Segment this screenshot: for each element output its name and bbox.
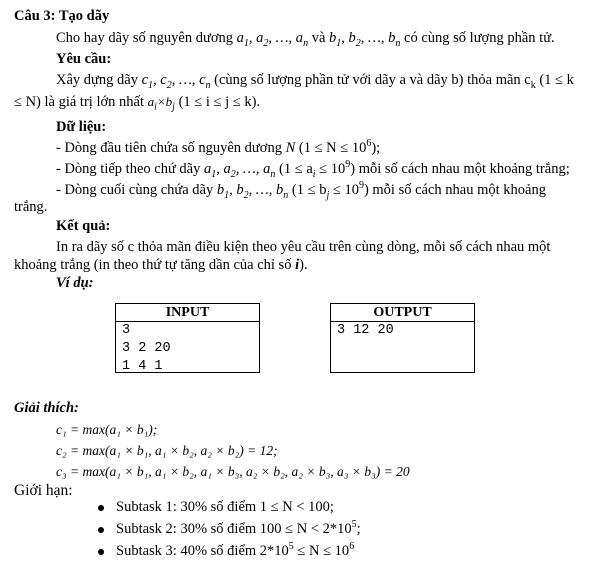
output-box-line: 3 12 20: [337, 323, 394, 338]
input-line-3: - Dòng cuối cùng chứa dãy $b_1$, $b_2$, …, $b_n$ $(1 \le b_j \le 10^9)$ mỗi số cách nhau một khoảng: [56, 180, 546, 201]
output-line-1: In ra dãy số c thỏa mãn điều kiện theo yêu cầu trên cùng dòng, mỗi số cách nhau một: [56, 239, 551, 255]
intro-text: Cho hay dãy số nguyên dương $a_1$, $a_2$, …, $a_n$ và $b_1$, $b_2$, …, $b_n$ có cùng số lượng phần tử.: [56, 30, 555, 49]
input-box-line: 1 4 1: [122, 359, 163, 374]
requirement-line-1: Xây dựng dãy $c_1$, $c_2$, …, $c_n$ (cùng số lượng phần tử với dãy a và dãy b) thỏa mãn $c_k$ (1 ≤ k: [56, 72, 574, 91]
input-box-header: INPUT: [116, 304, 259, 322]
explanation-heading: Giải thích:: [14, 400, 79, 416]
limit-item: Subtask 2: 30% số điểm $100 \le N < 2*10^5$;: [116, 519, 361, 537]
explanation-c1: c₁ = max(a₁ × b₁);: [56, 422, 158, 437]
requirement-line-2: ≤ N) là giá trị lớn nhất $a_i\times b_j$ (1 ≤ i ≤ j ≤ k).: [14, 94, 261, 113]
input-line-1: - Dòng đầu tiên chứa số nguyên dương N $(1 \le N \le 10^6)$;: [56, 138, 381, 156]
problem-title: Câu 3: Tạo dãy: [14, 8, 110, 24]
example-output-box: [330, 303, 475, 373]
output-heading: Kết quả:: [56, 218, 111, 234]
output-line-2: khoảng trắng (in theo thứ tự tăng dần của chỉ số i).: [14, 257, 308, 273]
bullet-icon: [98, 549, 104, 555]
requirement-heading: Yêu cầu:: [56, 51, 112, 67]
example-heading: Ví dụ:: [56, 275, 94, 291]
explanation-c2: c₂ = max(a₁ × b₁, a₁ × b₂, a₂ × b₂) = 12;: [56, 443, 278, 458]
input-line-3-wrap: trắng.: [14, 199, 48, 215]
input-box-line: 3 2 20: [122, 341, 171, 356]
input-box-line: 3: [122, 323, 131, 338]
bullet-icon: [98, 505, 104, 511]
explanation-c3: c₃ = max(a₁ × b₁, a₁ × b₂, a₁ × b₃, a₂ × b₂, a₂ × b₃, a₃ × b₃) = 20: [56, 464, 410, 479]
bullet-icon: [98, 527, 104, 533]
limit-item: Subtask 1: 30% số điểm 1 ≤ N < 100;: [116, 499, 334, 515]
limit-item: Subtask 3: 40% số điểm $2*10^5 \le N \le 10^6$: [116, 541, 355, 559]
example-input-box: [115, 303, 260, 373]
limits-heading: Giới hạn:: [14, 482, 73, 499]
input-line-2: - Dòng tiếp theo chứ dãy $a_1$, $a_2$, …, $a_n$ $(1 \le a_i \le 10^9)$ mỗi số cách nhau một khoảng trắng;: [56, 159, 570, 180]
output-box-header: OUTPUT: [331, 304, 474, 322]
input-heading: Dữ liệu:: [56, 119, 107, 135]
